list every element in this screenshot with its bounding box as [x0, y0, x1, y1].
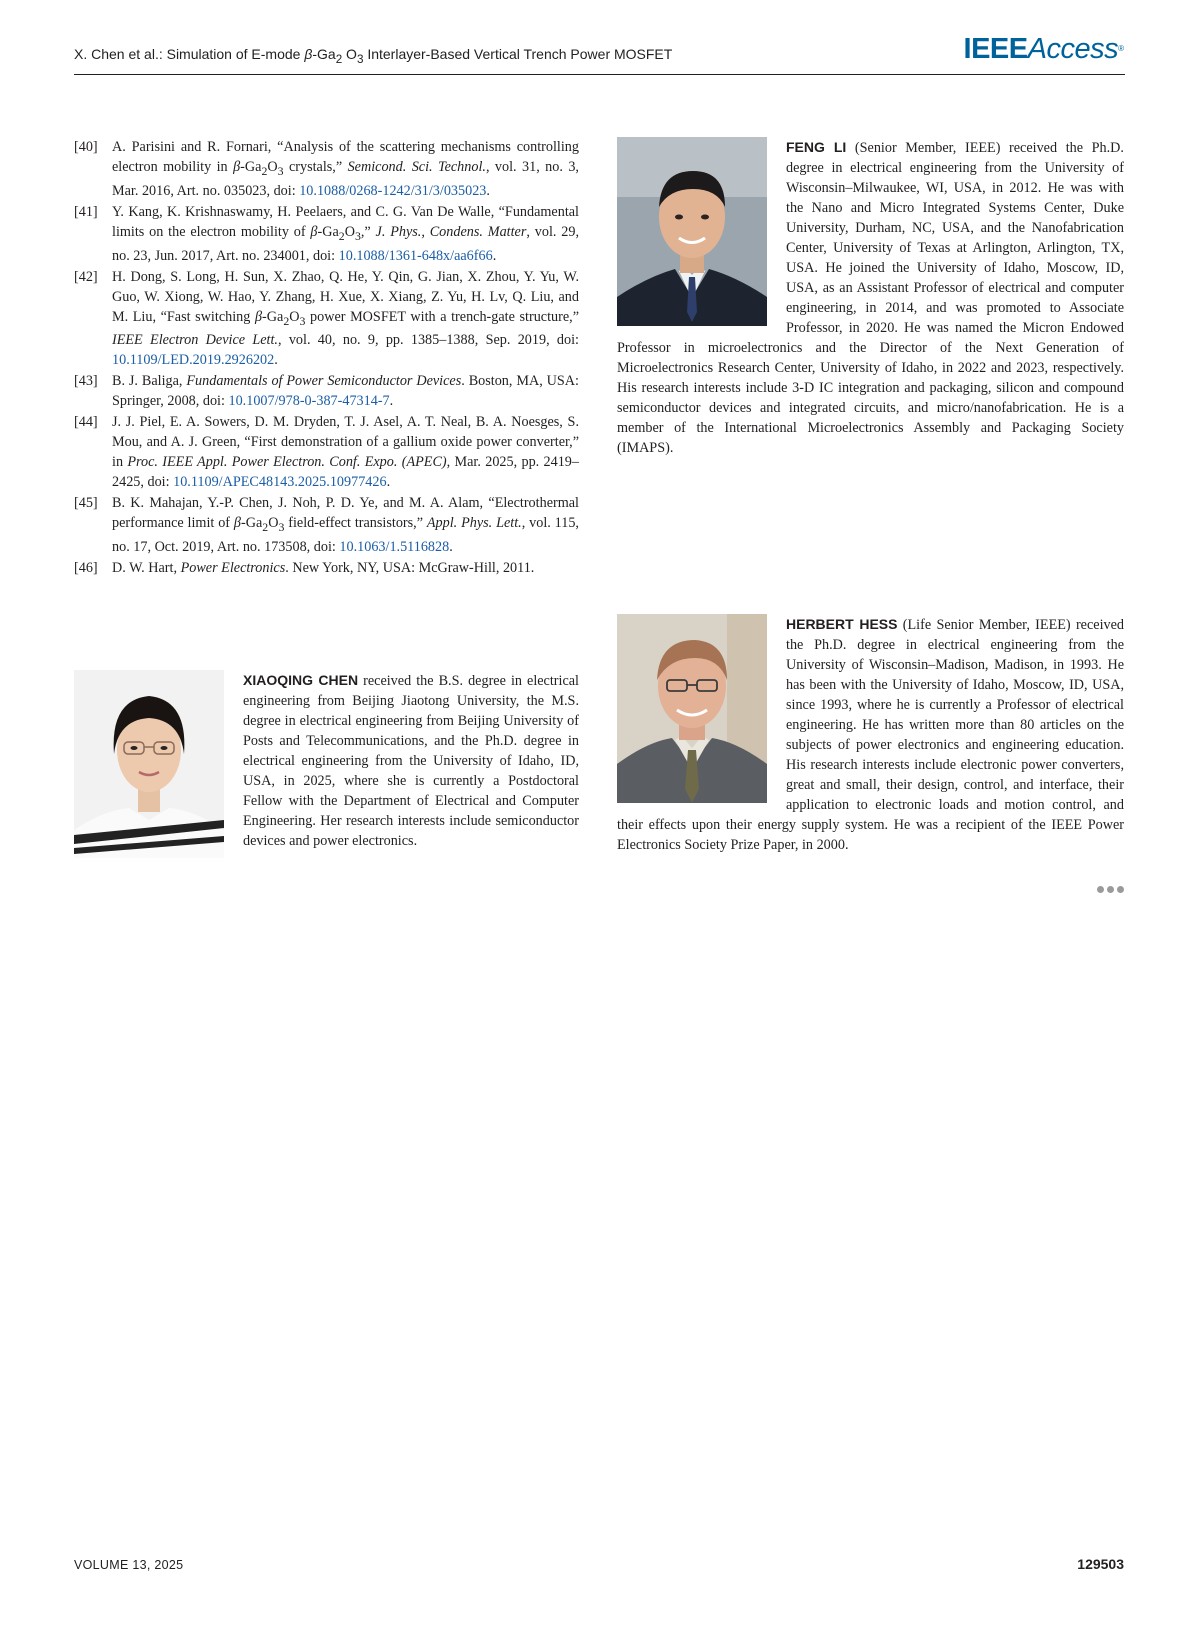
- ref-text: B. J. Baliga,: [112, 373, 187, 390]
- ref-journal: Proc. IEEE Appl. Power Electron. Conf. Expo. (APEC): [127, 454, 447, 471]
- logo-access: Access: [1027, 33, 1119, 65]
- ref-journal: Semicond. Sci. Technol.: [347, 159, 486, 175]
- ieee-access-logo: [964, 32, 1124, 66]
- subscript-2: 2: [335, 52, 343, 66]
- footer-page-number: 129503: [1077, 1556, 1124, 1572]
- ref-text: J. J. Piel, E. A. Sowers, D. M. Dryden, T. J. Asel, A. T. Neal, B. A. Noesges, S. Mou, and A. J. Green, “First demonstration of a gallium oxide power converter,” in: [112, 414, 579, 471]
- ref-details: , vol. 31, no. 3, Mar. 2016, Art. no. 035023, doi:: [112, 159, 579, 199]
- subscript: 3: [277, 163, 284, 178]
- reference-list: [74, 137, 579, 579]
- doi-link[interactable]: 10.1109/APEC48143.2025.10977426: [173, 474, 387, 491]
- ref-text: -Ga: [240, 515, 263, 532]
- reference-43: [74, 371, 579, 411]
- beta-symbol: β: [254, 308, 263, 325]
- author-name: HERBERT HESS: [786, 616, 898, 632]
- ref-text: H. Dong, S. Long, H. Sun, X. Zhao, Q. He, Y. Qin, G. Jian, X. Zhou, Y. Yu, W. Guo, W. Xiong, W. Hao, Y. Zhang, H. Xue, X. Xiang, Z. Yu, H. Lv, Q. Liu, and M. Liu, “Fast switching: [112, 268, 579, 325]
- ref-text: -Ga: [262, 308, 284, 325]
- subscript-3: 3: [356, 52, 364, 66]
- more-dots-icon: [1094, 880, 1124, 898]
- running-title-prefix: X. Chen et al.: Simulation of E-mode: [74, 46, 305, 62]
- beta-symbol: β: [310, 223, 318, 240]
- ref-details: , Mar. 2025, pp. 2419–2425, doi:: [112, 454, 579, 491]
- reference-42: [74, 267, 579, 371]
- ref-details: . New York, NY, USA: McGraw-Hill, 2011.: [285, 560, 535, 577]
- subscript: 3: [299, 313, 306, 328]
- logo-trademark: ®: [1118, 44, 1124, 53]
- subscript: 3: [354, 228, 361, 243]
- ref-book-title: Fundamentals of Power Semiconductor Devices: [186, 373, 462, 390]
- doi-link[interactable]: 10.1063/1.5116828: [339, 539, 450, 556]
- bio-text: (Life Senior Member, IEEE) received the Ph.D. degree in electrical engineering from the University of Wisconsin–Madison, Madison, in 1993. He has been with the University of Idaho, Moscow, ID, USA, since 1993, where he is currently a Professor of electrical engineering. He has written more than 80 articles on the subjects of power electronics and engineering education. His research interests include electronic power converters, great and small, their design, control, and interface, their application to electronic loads and motion control, and their effects upon their energy supply system. He was a recipient of the IEEE Power Electronics Society Prize Paper, in 2000.: [617, 617, 1124, 853]
- header-rule: [74, 74, 1125, 75]
- ref-number: [45]: [74, 495, 98, 512]
- ref-text: -Ga: [317, 223, 339, 240]
- reference-46: [74, 558, 579, 578]
- ref-text: crystals,”: [283, 159, 348, 175]
- ref-text: B. K. Mahajan, Y.-P. Chen, J. Noh, P. D. Ye, and M. A. Alam, “Electrothermal performance limit of: [112, 495, 579, 532]
- ref-end: .: [449, 539, 453, 556]
- ref-number: [41]: [74, 203, 98, 220]
- beta-symbol: β: [233, 159, 241, 175]
- ref-text: A. Parisini and R. Fornari, “Analysis of the scattering mechanisms controlling electron mobility in: [112, 139, 579, 175]
- ref-text: O: [289, 308, 300, 325]
- bio-text: (Senior Member, IEEE) received the Ph.D. degree in electrical engineering from the University of Wisconsin–Milwaukee, WI, USA, in 2012. He was with the Nano and Micro Integrated Systems Center, Duke University, Durham, NC, USA, and the Nanofabrication Center, University of Texas at Arlington, Arlington, TX, USA. He joined the University of Idaho, Moscow, ID, USA, as an Assistant Professor of electrical and computer engineering, in 2014, and was promoted to Associate Professor, in 2020. He was named the Micron Endowed Professor in microelectronics and the Director of the Next Generation of Microelectronics Research Center, University of Idaho, in 2022 and 2023, respectively. His research interests include 3-D IC integration and packaging, silicon and compound semiconductor devices and integrated circuits, and micro/nanofabrication. He is a member of the International Microelectronics Assembly and Packaging Society (IMAPS).: [617, 140, 1124, 456]
- ref-text: ,”: [360, 223, 376, 240]
- ref-number: [42]: [74, 268, 98, 285]
- author-name: FENG LI: [786, 139, 847, 155]
- ref-details: , vol. 115, no. 17, Oct. 2019, Art. no. 173508, doi:: [112, 515, 579, 556]
- footer-volume: VOLUME 13, 2025: [74, 1558, 184, 1572]
- running-title-suffix: Interlayer-Based Vertical Trench Power MOSFET: [363, 46, 673, 62]
- doi-link[interactable]: 10.1088/0268-1242/31/3/035023: [299, 182, 487, 199]
- ref-end: .: [274, 352, 278, 369]
- reference-41: [74, 202, 579, 266]
- author-photo-xiaoqing-chen: [74, 670, 224, 858]
- o-text: O: [342, 46, 357, 62]
- ref-text: D. W. Hart,: [112, 560, 181, 577]
- author-photo-herbert-hess: [617, 614, 767, 803]
- ga-text: -Ga: [312, 46, 336, 62]
- doi-link[interactable]: 10.1088/1361-648x/aa6f66: [338, 247, 493, 264]
- subscript: 2: [338, 228, 345, 243]
- subscript: 2: [283, 313, 290, 328]
- bio-feng-li: [617, 137, 1124, 458]
- ref-journal: J. Phys., Condens. Matter: [375, 223, 527, 240]
- ref-journal: IEEE Electron Device Lett.: [112, 332, 278, 349]
- reference-44: [74, 412, 579, 492]
- ref-book-title: Power Electronics: [180, 560, 286, 577]
- ref-text: O: [268, 515, 279, 532]
- ref-details: . Boston, MA, USA: Springer, 2008, doi:: [112, 373, 579, 410]
- subscript: 2: [261, 163, 268, 178]
- author-photo-feng-li: [617, 137, 767, 326]
- ref-text: O: [267, 159, 278, 175]
- ref-number: [43]: [74, 373, 98, 390]
- doi-link[interactable]: 10.1109/LED.2019.2926202: [112, 352, 275, 369]
- bio-herbert-hess: [617, 614, 1124, 855]
- ref-text: power MOSFET with a trench-gate structure,”: [305, 308, 579, 325]
- ref-details: , vol. 29, no. 23, Jun. 2017, Art. no. 234001, doi:: [112, 223, 579, 264]
- reference-45: [74, 493, 579, 557]
- reference-40: [74, 137, 579, 201]
- author-name: XIAOQING CHEN: [243, 672, 359, 688]
- ref-number: [46]: [74, 560, 98, 577]
- ref-end: .: [389, 393, 394, 410]
- ref-number: [44]: [74, 414, 98, 431]
- subscript: 2: [262, 520, 269, 535]
- ref-end: .: [386, 474, 391, 491]
- beta-symbol: β: [233, 515, 241, 532]
- logo-ieee: IEEE: [963, 33, 1028, 65]
- subscript: 3: [278, 520, 285, 535]
- ref-text: Y. Kang, K. Krishnaswamy, H. Peelaers, and C. G. Van De Walle, “Fundamental limits on the electron mobility of: [112, 203, 579, 240]
- ref-journal: Appl. Phys. Lett.: [426, 515, 522, 532]
- ref-end: .: [486, 182, 490, 199]
- ref-details: , vol. 40, no. 9, pp. 1385–1388, Sep. 2019, doi:: [277, 332, 580, 349]
- ref-text: O: [344, 223, 355, 240]
- beta-symbol: β: [304, 46, 313, 62]
- doi-link[interactable]: 10.1007/978-0-387-47314-7: [228, 393, 390, 410]
- bio-text: received the B.S. degree in electrical engineering from Beijing Jiaotong University, the M.S. degree in electrical engineering from Beijing University of Posts and Telecommunications, and the Ph.D. degree in electrical engineering from the University of Idaho, ID, USA, in 2025, where she is currently a Postdoctoral Fellow with the Department of Electrical and Computer Engineering. Her research interests include semiconductor devices and power electronics.: [243, 673, 579, 849]
- ref-text: field-effect transistors,”: [284, 515, 427, 532]
- bio-xiaoqing-chen: [74, 670, 579, 862]
- ref-end: .: [492, 247, 497, 264]
- ref-number: [40]: [74, 139, 98, 155]
- ref-text: -Ga: [240, 159, 262, 175]
